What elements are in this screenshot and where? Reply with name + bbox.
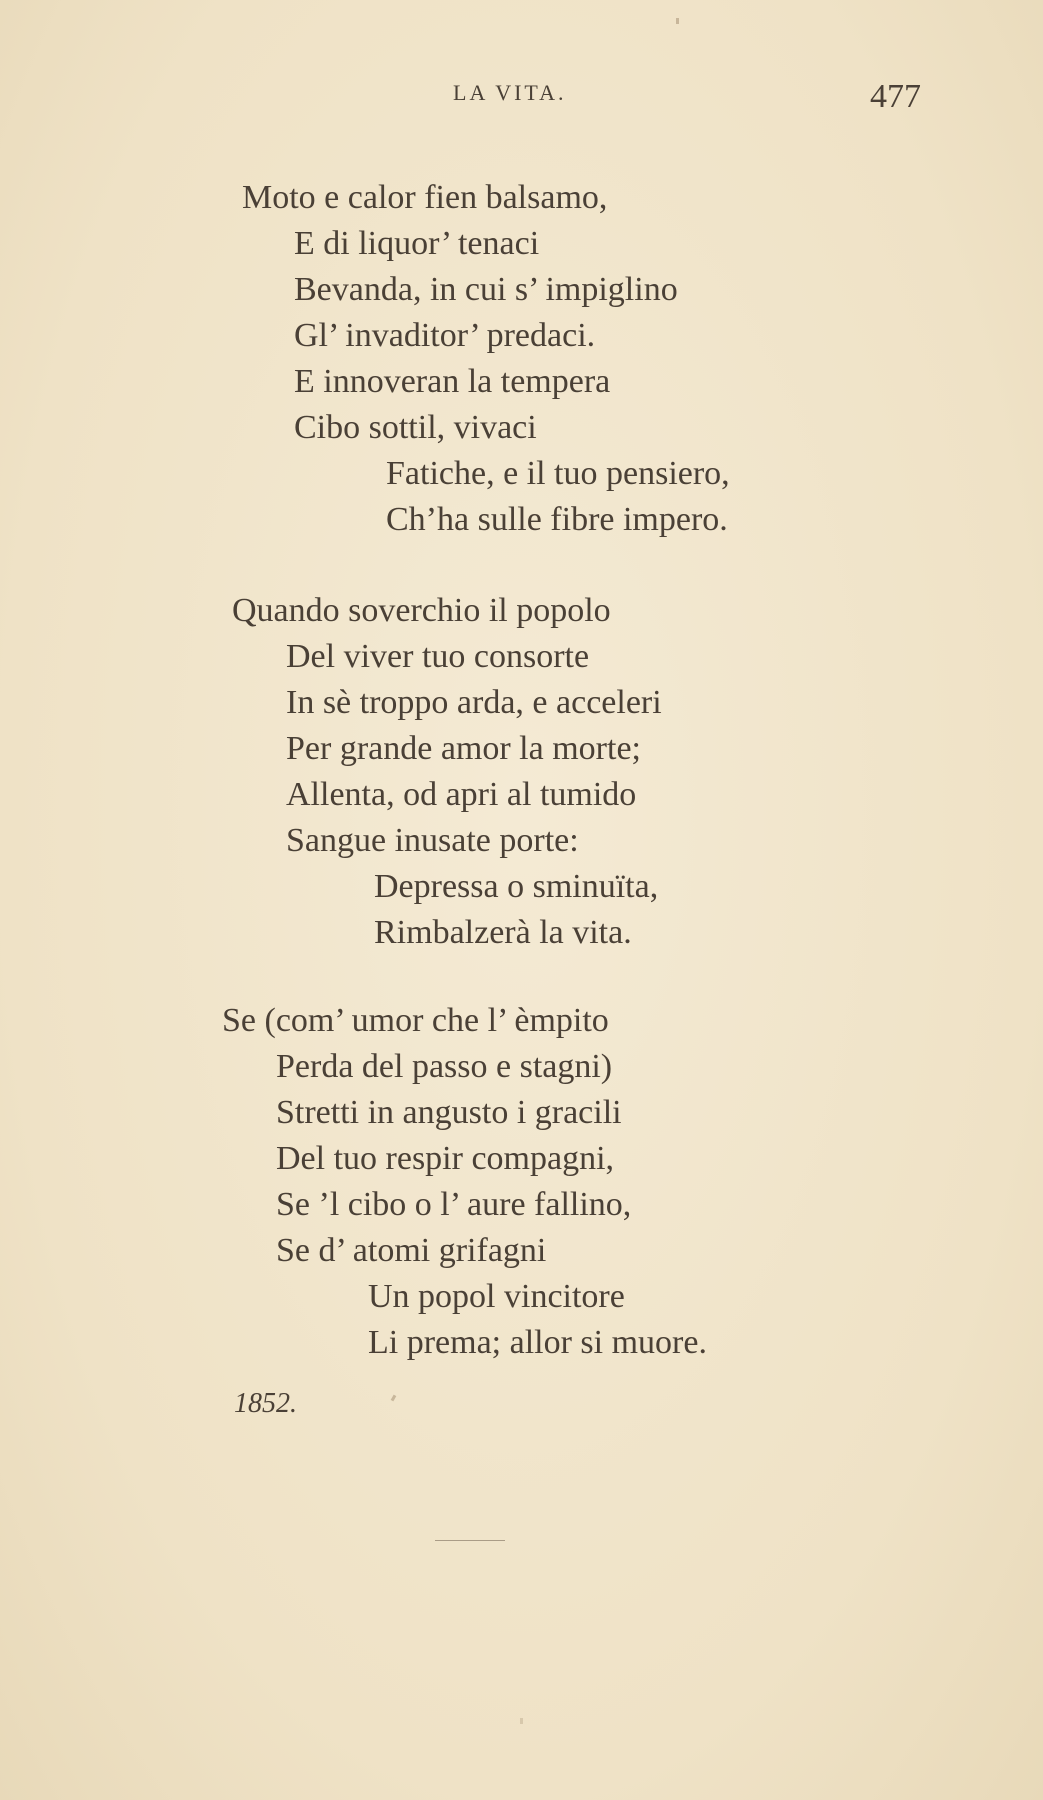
verse-line: E di liquor’ tenaci	[294, 225, 540, 262]
verse-line: Sangue inusate porte:	[286, 822, 579, 859]
date-line: 1852.	[234, 1388, 297, 1419]
verse-line: E innoveran la tempera	[294, 363, 611, 400]
verse-line: Bevanda, in cui s’ impiglino	[294, 271, 678, 308]
verse-line: Del tuo respir compagni,	[276, 1140, 615, 1177]
verse-line: Un popol vincitore	[368, 1278, 625, 1315]
verse-line: Del viver tuo consorte	[286, 638, 590, 675]
verse-line: Perda del passo e stagni)	[276, 1048, 613, 1085]
verse-line: Ch’ha sulle fibre impero.	[386, 501, 728, 538]
end-rule	[435, 1540, 505, 1541]
verse-line: Rimbalzerà la vita.	[374, 914, 632, 951]
verse-line: Se d’ atomi grifagni	[276, 1232, 547, 1269]
page-number: 477	[870, 78, 921, 115]
verse-line: Quando soverchio il popolo	[232, 592, 611, 629]
verse-line: Li prema; allor si muore.	[368, 1324, 707, 1361]
paper-speck	[676, 18, 679, 24]
verse-line: Depressa o sminuïta,	[374, 868, 659, 905]
verse-line: Moto e calor fien balsamo,	[242, 179, 608, 216]
verse-line: Cibo sottil, vivaci	[294, 409, 537, 446]
verse-line: Stretti in angusto i gracili	[276, 1094, 622, 1131]
running-header-title: LA VITA.	[453, 80, 567, 105]
verse-line: Per grande amor la morte;	[286, 730, 641, 767]
verse-line: In sè troppo arda, e acceleri	[286, 684, 662, 721]
verse-line: Gl’ invaditor’ predaci.	[294, 317, 596, 354]
verse-line: Fatiche, e il tuo pensiero,	[386, 455, 730, 492]
paper-speck	[391, 1395, 397, 1402]
verse-line: Se (com’ umor che l’ èmpito	[222, 1002, 609, 1039]
paper-speck	[520, 1718, 523, 1724]
verse-line: Allenta, od apri al tumido	[286, 776, 637, 813]
verse-line: Se ’l cibo o l’ aure fallino,	[276, 1186, 632, 1223]
